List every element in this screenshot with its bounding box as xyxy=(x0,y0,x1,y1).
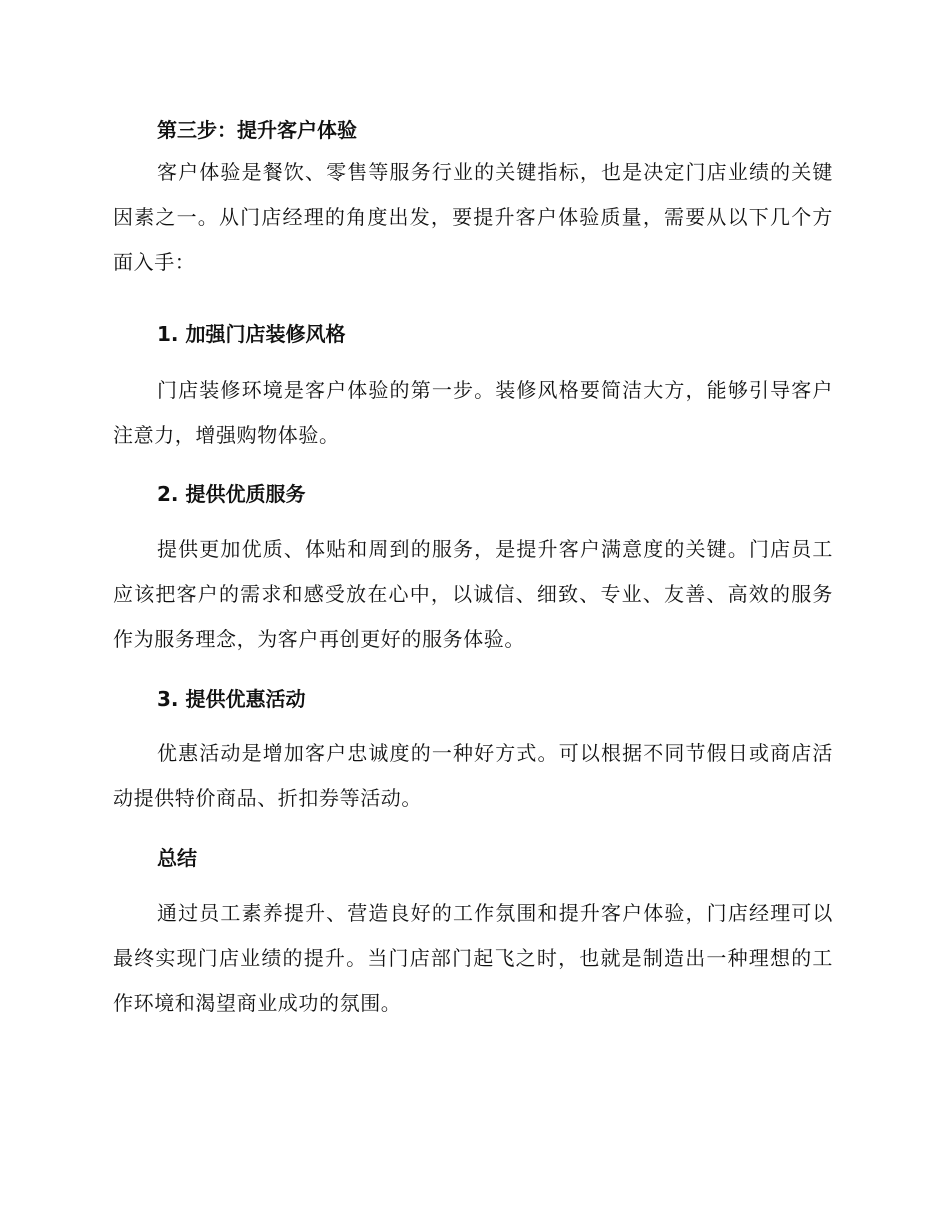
section-heading-step-three: 第三步：提升客户体验 xyxy=(157,118,357,142)
section-paragraph-promotions: 优惠活动是增加客户忠诚度的一种好方式。可以根据不同节假日或商店活动提供特价商品、折扣券等活动。 xyxy=(113,741,833,810)
section-heading-quality-service: 2. 提供优质服务 xyxy=(157,482,306,506)
section-paragraph-step-three: 客户体验是餐饮、零售等服务行业的关键指标，也是决定门店业绩的关键因素之一。从门店经理的角度出发，要提升客户体验质量，需要从以下几个方面入手： xyxy=(113,160,833,274)
section-paragraph-quality-service: 提供更加优质、体贴和周到的服务，是提升客户满意度的关键。门店员工应该把客户的需求和感受放在心中，以诚信、细致、专业、友善、高效的服务作为服务理念，为客户再创更好的服务体验。 xyxy=(113,537,833,651)
section-paragraph-summary: 通过员工素养提升、营造良好的工作氛围和提升客户体验，门店经理可以最终实现门店业绩的提升。当门店部门起飞之时，也就是制造出一种理想的工作环境和渴望商业成功的氛围。 xyxy=(113,901,833,1015)
section-heading-promotions: 3. 提供优惠活动 xyxy=(157,687,306,711)
section-heading-summary: 总结 xyxy=(157,846,197,870)
section-paragraph-store-decoration: 门店装修环境是客户体验的第一步。装修风格要简洁大方，能够引导客户注意力，增强购物体验。 xyxy=(113,378,833,447)
section-heading-store-decoration: 1. 加强门店装修风格 xyxy=(157,322,346,346)
